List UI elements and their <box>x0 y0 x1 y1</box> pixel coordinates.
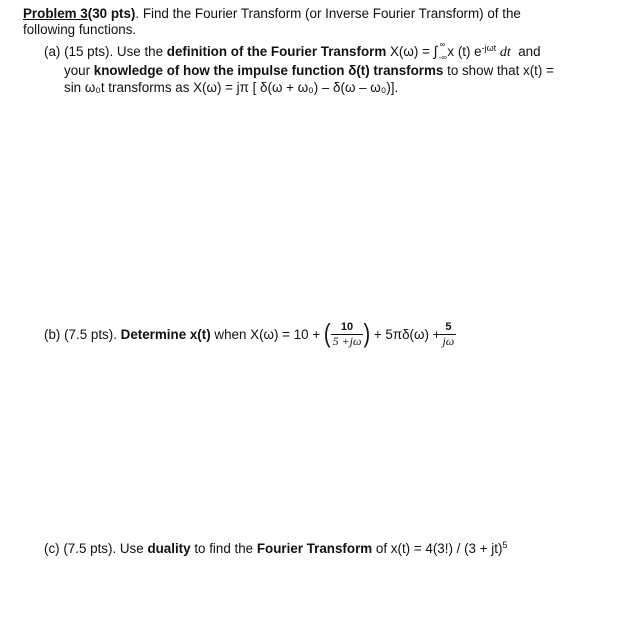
integrand: x (t) e <box>447 44 482 59</box>
right-paren: ) <box>363 320 371 349</box>
fraction2-denominator: jω <box>442 333 455 348</box>
part-c-bold-fourier: Fourier Transform <box>256 541 373 556</box>
dt-text: dt <box>499 45 511 60</box>
part-a-line1 <box>44 40 541 62</box>
problem-points: (30 pts) <box>87 6 136 21</box>
part-b-bold-determine: Determine x(t) <box>120 327 211 342</box>
part-b-middle: when X(ω) = 10 + <box>210 327 324 342</box>
fraction-10-over-5-plus-jw <box>331 321 364 348</box>
part-c-middle: to find the <box>190 541 257 556</box>
part-c-bold-duality: duality <box>147 541 191 556</box>
integral-symbol <box>433 40 447 62</box>
fraction2-numerator: 5 <box>445 320 452 333</box>
part-c-suffix: of x(t) = 4(3!) / (3 + jt) <box>372 541 503 556</box>
part-a-line3 <box>64 80 398 96</box>
integral-sign: ∫ <box>433 43 438 59</box>
problem-header-line1 <box>23 6 521 22</box>
part-a-formula-start: X(ω) = <box>386 44 434 59</box>
problem-header-line2 <box>23 22 136 38</box>
part-c-exponent: 5 <box>502 540 508 550</box>
exponent: -jωt <box>481 43 497 53</box>
and-text: and <box>510 44 541 59</box>
part-a-prefix: (a) (15 pts). Use the <box>44 44 167 59</box>
problem-intro: . Find the Fourier Transform (or Inverse Fourier Transform) of the <box>135 6 521 21</box>
left-paren: ( <box>323 320 331 349</box>
fraction1-denominator: 5 +jω <box>332 333 362 348</box>
part-b-prefix: (b) (7.5 pts). <box>44 327 121 342</box>
part-a-line2 <box>64 63 554 79</box>
part-a-line2-pre: your <box>64 63 94 78</box>
part-a-line2-post: to show that x(t) = <box>443 63 554 78</box>
problem-label: Problem 3 <box>23 6 88 21</box>
fraction-5-over-jw <box>440 321 456 348</box>
part-a-bold-impulse: knowledge of how the impulse function δ(t) transforms <box>93 63 444 78</box>
part-a-line3-text: sin ω₀t transforms as X(ω) = jπ [ δ(ω + ω₀) – δ(ω – ω₀)]. <box>64 80 399 95</box>
fraction1-numerator: 10 <box>340 320 354 333</box>
part-a-bold-definition: definition of the Fourier Transform <box>166 44 387 59</box>
part-c-line <box>44 541 507 558</box>
part-b-line <box>44 320 456 350</box>
part-b-after-frac: + 5πδ(ω) + <box>370 327 441 342</box>
integral-upper-limit: ∞ <box>439 40 446 49</box>
problem-intro-line2: following functions. <box>23 22 137 37</box>
part-c-prefix: (c) (7.5 pts). Use <box>44 541 148 556</box>
integral-lower-limit: -∞ <box>438 53 447 62</box>
